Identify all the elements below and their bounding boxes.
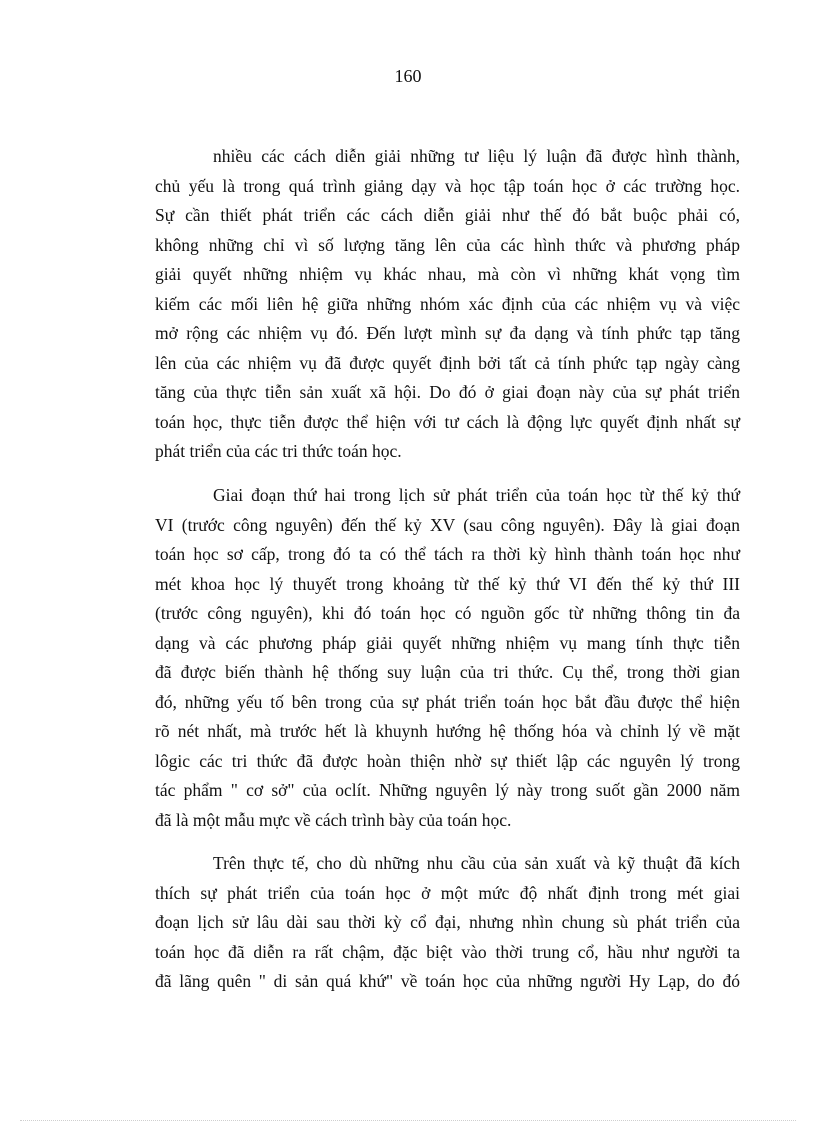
text-line: rõ nét nhất, mà trước hết là khuynh hướng hệ thống hóa và chỉnh lý về mặt	[155, 721, 740, 741]
text-line: đã được biến thành hệ thống suy luận của tri thức. Cụ thể, trong thời gian	[155, 662, 740, 682]
text-line: kiếm các mối liên hệ giữa những nhóm xác định của các nhiệm vụ và việc	[155, 293, 740, 314]
paragraph-2	[155, 481, 740, 835]
text-line: tăng của thực tiễn sản xuất xã hội. Do đó ở giai đoạn này của sự phát triển	[155, 382, 740, 402]
text-line: phát triển của các tri thức toán học.	[155, 441, 402, 461]
text-line: đó, những yếu tố bên trong của sự phát triển toán học bắt đầu được thể hiện	[155, 691, 740, 712]
paragraph-3	[155, 849, 740, 997]
text-line: toán học đã diễn ra rất chậm, đặc biệt vào thời trung cổ, hầu như người ta	[155, 941, 740, 962]
text-line: đã là một mẫu mực về cách trình bày của toán học.	[155, 809, 512, 830]
text-line: lôgic các tri thức đã được hoàn thiện nhờ sự thiết lập các nguyên lý trong	[155, 750, 740, 771]
text-line: Trên thực tế, cho dù những nhu cầu của sản xuất và kỹ thuật đã kích	[213, 853, 740, 873]
text-line: tác phẩm " cơ sở" của oclít. Những nguyên lý này trong suốt gần 2000 năm	[155, 780, 740, 800]
page-bottom-divider	[20, 1120, 796, 1121]
text-line: chủ yếu là trong quá trình giảng dạy và học tập toán học ở các trường học.	[155, 175, 740, 196]
text-line: không những chỉ vì số lượng tăng lên của các hình thức và phương pháp	[155, 234, 740, 255]
text-line: (trước công nguyên), khi đó toán học có nguồn gốc từ những thông tin đa	[155, 603, 740, 623]
text-line: giải quyết những nhiệm vụ khác nhau, mà còn vì những khát vọng tìm	[155, 264, 740, 284]
text-line: mở rộng các nhiệm vụ đó. Đến lượt mình sự đa dạng và tính phức tạp tăng	[155, 323, 740, 343]
text-line: Sự cần thiết phát triển các cách diễn giải như thế đó bắt buộc phải có,	[155, 205, 740, 225]
text-line: thích sự phát triển của toán học ở một mức độ nhất định trong mét giai	[155, 882, 740, 903]
text-line: nhiều các cách diễn giải những tư liệu lý luận đã được hình thành,	[213, 146, 740, 166]
text-line: toán học sơ cấp, trong đó ta có thể tách ra thời kỳ hình thành toán học như	[155, 544, 740, 564]
page-number: 160	[394, 66, 422, 86]
text-line: đã lãng quên " di sản quá khứ" về toán học của những người Hy Lạp, do đó	[155, 971, 740, 991]
text-line: mét khoa học lý thuyết trong khoảng từ thế kỷ thứ VI đến thế kỷ thứ III	[155, 573, 740, 594]
text-line: VI (trước công nguyên) đến thế kỷ XV (sau công nguyên). Đây là giai đoạn	[155, 514, 740, 535]
text-line: toán học, thực tiễn được thể hiện với tư cách là động lực quyết định nhất sự	[155, 411, 740, 432]
text-line: Giai đoạn thứ hai trong lịch sử phát triển của toán học từ thế kỷ thứ	[213, 485, 740, 505]
text-line: lên của các nhiệm vụ đã được quyết định bởi tất cả tính phức tạp ngày càng	[155, 352, 740, 373]
text-line: dạng và các phương pháp giải quyết những nhiệm vụ mang tính thực tiễn	[155, 632, 740, 653]
paragraph-1	[155, 142, 740, 467]
text-line: đoạn lịch sử lâu dài sau thời kỳ cổ đại, nhưng nhìn chung sù phát triển của	[155, 912, 740, 932]
